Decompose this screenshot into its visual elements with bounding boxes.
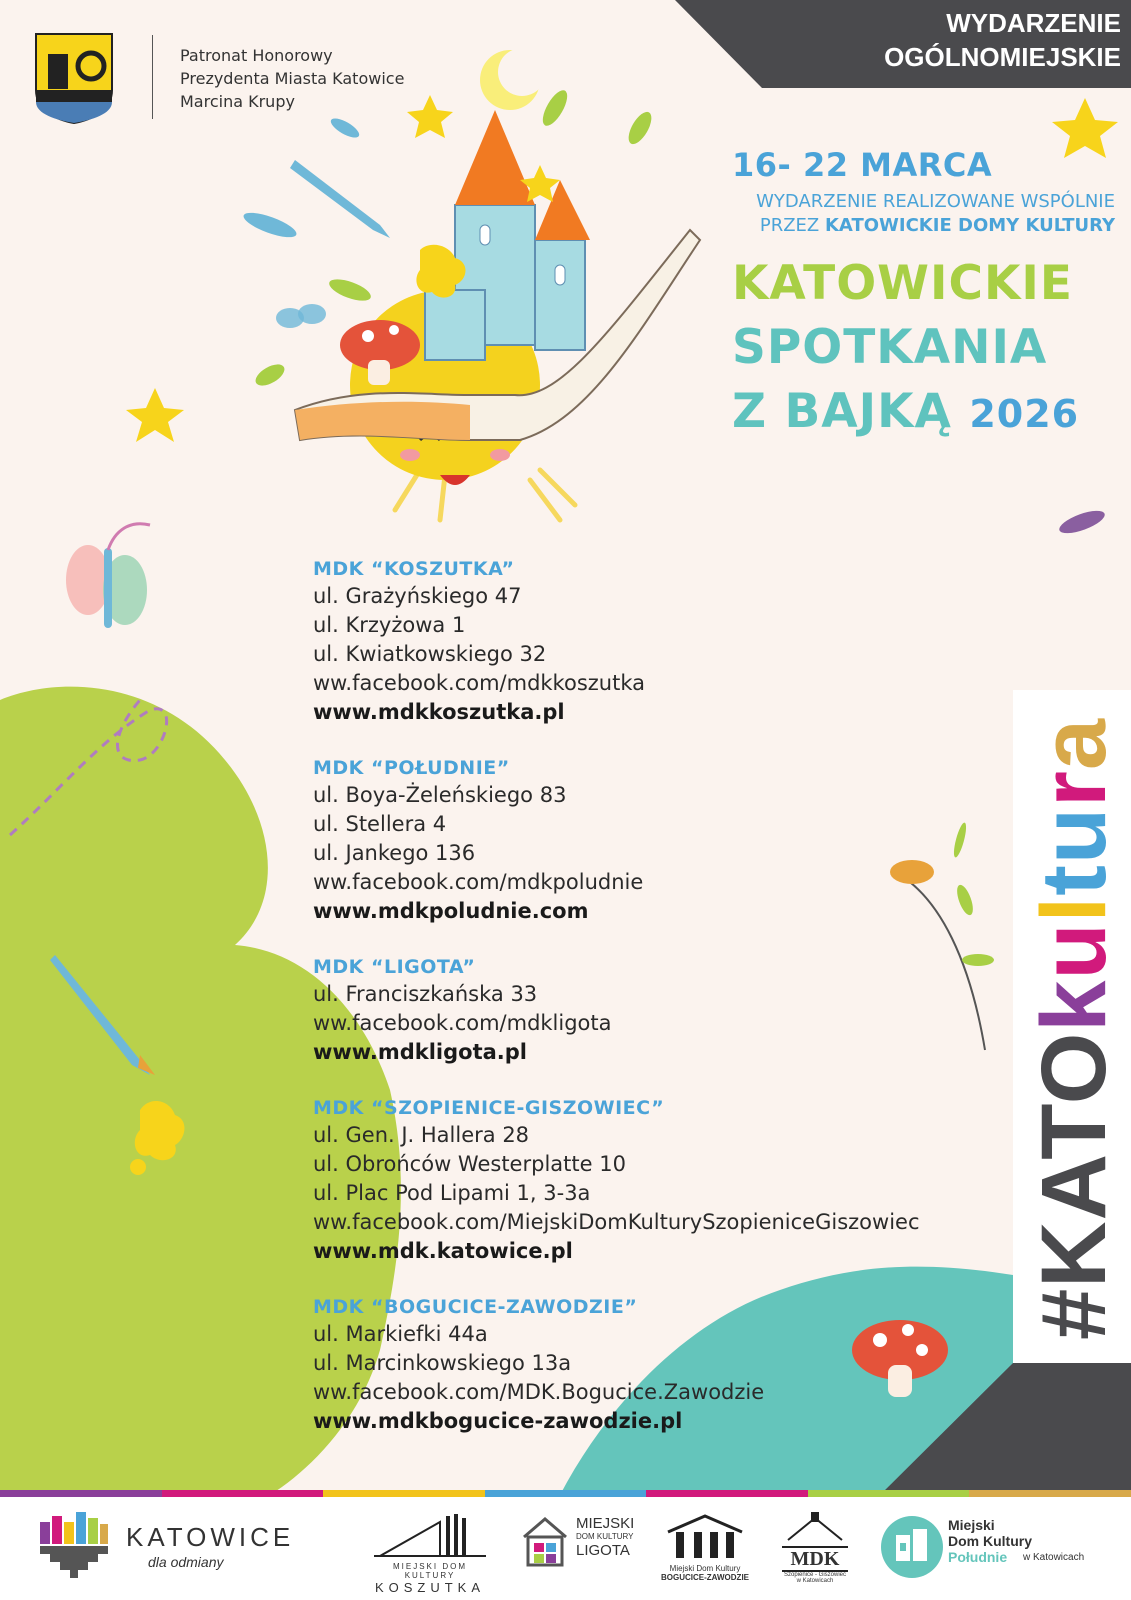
venue-website-link[interactable]: www.mdkligota.pl xyxy=(313,1040,527,1064)
hashtag-katokultura xyxy=(1013,690,1131,1363)
koszutka-logo[interactable] xyxy=(370,1512,490,1595)
bogucice-building-icon xyxy=(660,1512,750,1560)
venue-address: ul. Markiefki 44a xyxy=(313,1322,488,1346)
venue-address: ul. Grażyńskiego 47 xyxy=(313,584,522,608)
venue-address: ul. Gen. J. Hallera 28 xyxy=(313,1123,530,1147)
event-title xyxy=(732,252,1079,446)
katowice-slogan: dla odmiany xyxy=(148,1554,224,1570)
patronage-line: Marcina Krupy xyxy=(180,92,295,111)
venue-facebook-link[interactable]: ww.facebook.com/mdkkoszutka xyxy=(313,671,645,695)
ligota-text-2: DOM KULTURY xyxy=(576,1532,634,1541)
patronage-line: Patronat Honorowy xyxy=(180,46,333,65)
venue-address: ul. Franciszkańska 33 xyxy=(313,982,538,1006)
poludnie-text-1: Miejski xyxy=(948,1517,995,1533)
venue-szopienice-giszowiec xyxy=(313,1095,993,1266)
venue-bogucice-zawodzie xyxy=(313,1294,993,1436)
hashtag-letter: a xyxy=(1023,717,1125,771)
poludnie-text-2: Dom Kultury xyxy=(948,1533,1032,1549)
venue-address: ul. Obrońców Westerplatte 10 xyxy=(313,1152,626,1176)
venue-name: MDK “POŁUDNIE” xyxy=(313,757,510,779)
venue-ligota xyxy=(313,954,993,1067)
title-line-2: SPOTKANIA xyxy=(732,320,1048,375)
koszutka-bottom-text: KOSZUTKA xyxy=(374,1580,486,1595)
venue-koszutka xyxy=(313,556,993,727)
mdk-szopienice-logo[interactable] xyxy=(782,1512,848,1586)
poludnie-logo[interactable] xyxy=(880,1515,1100,1585)
venue-facebook-link[interactable]: ww.facebook.com/mdkligota xyxy=(313,1011,612,1035)
mdk-sub-1: Szopienice - Giszowiec xyxy=(783,1572,847,1578)
katowice-logo-icon[interactable] xyxy=(40,1512,110,1582)
venue-website-link[interactable]: www.mdk.katowice.pl xyxy=(313,1239,573,1263)
title-line-1: KATOWICKIE xyxy=(732,256,1073,311)
venue-website-link[interactable]: www.mdkkoszutka.pl xyxy=(313,700,565,724)
venue-website-link[interactable]: www.mdkbogucice-zawodzie.pl xyxy=(313,1409,683,1433)
venue-website-link[interactable]: www.mdkpoludnie.com xyxy=(313,899,589,923)
banner-line-1: WYDARZENIE xyxy=(946,8,1121,38)
ligota-text-1: MIEJSKI xyxy=(576,1515,635,1532)
star-icon xyxy=(1052,98,1118,158)
venue-address: ul. Boya-Żeleńskiego 83 xyxy=(313,783,567,807)
hashtag-letter: t xyxy=(1023,864,1125,896)
hashtag-letter: u xyxy=(1023,806,1125,865)
koszutka-building-icon xyxy=(370,1512,490,1558)
hashtag-letter: l xyxy=(1023,895,1125,923)
hashtag-prefix: #KATO xyxy=(1023,1031,1125,1340)
leaf-icon xyxy=(1057,506,1108,537)
venue-facebook-link[interactable]: ww.facebook.com/MiejskiDomKulturySzopieniceGiszowiec xyxy=(313,1210,920,1234)
organizers-prefix: PRZEZ xyxy=(759,215,825,236)
organizers-line-2 xyxy=(756,214,1115,238)
organizers-bold: KATOWICKIE DOMY KULTURY xyxy=(824,215,1115,236)
venue-address: ul. Plac Pod Lipami 1, 3-3a xyxy=(313,1181,591,1205)
event-year: 2026 xyxy=(969,392,1080,436)
poludnie-text-4: w Katowicach xyxy=(1023,1552,1085,1563)
poludnie-text-3: Południe xyxy=(948,1549,1008,1565)
bogucice-text-2: BOGUCICE-ZAWODZIE xyxy=(661,1573,749,1582)
svg-text:#KATOkultura xyxy=(1023,718,1125,1340)
ligota-house-icon xyxy=(520,1515,570,1570)
patronage-line: Prezydenta Miasta Katowice xyxy=(180,69,405,88)
venue-address: ul. Kwiatkowskiego 32 xyxy=(313,642,547,666)
fairytale-illustration xyxy=(241,48,700,520)
bogucice-logo[interactable] xyxy=(660,1512,750,1586)
mdk-building-icon xyxy=(782,1512,848,1542)
event-dates: 16- 22 MARCA xyxy=(732,146,993,184)
venue-name: MDK “LIGOTA” xyxy=(313,956,476,978)
venue-address: ul. Marcinkowskiego 13a xyxy=(313,1351,572,1375)
venue-list xyxy=(313,556,993,1464)
venue-address: ul. Stellera 4 xyxy=(313,812,447,836)
ligota-text-3: LIGOTA xyxy=(576,1542,630,1559)
hashtag-letter: k xyxy=(1023,979,1125,1032)
katowice-crest-icon xyxy=(34,32,114,124)
event-type-banner xyxy=(761,6,1121,74)
star-icon-left xyxy=(126,388,184,442)
venue-facebook-link[interactable]: ww.facebook.com/MDK.Bogucice.Zawodzie xyxy=(313,1380,765,1404)
venue-address: ul. Krzyżowa 1 xyxy=(313,613,466,637)
venue-facebook-link[interactable]: ww.facebook.com/mdkpoludnie xyxy=(313,870,644,894)
organizers-note xyxy=(756,190,1115,238)
venue-address: ul. Jankego 136 xyxy=(313,841,476,865)
koszutka-top-text: MIEJSKI DOM KULTURY xyxy=(392,1562,467,1580)
mdk-sub-2: w Katowicach xyxy=(796,1578,834,1584)
venue-name: MDK “SZOPIENICE-GISZOWIEC” xyxy=(313,1097,665,1119)
venue-poludnie xyxy=(313,755,993,926)
title-line-3 xyxy=(732,380,1079,446)
title-line-3-text: Z BAJKĄ xyxy=(732,384,952,439)
organizers-line-1: WYDARZENIE REALIZOWANE WSPÓLNIE xyxy=(756,191,1115,212)
crest-divider xyxy=(152,35,153,119)
ligota-logo[interactable] xyxy=(520,1515,645,1585)
poludnie-circle-icon xyxy=(880,1515,944,1579)
venue-name: MDK “KOSZUTKA” xyxy=(313,558,515,580)
mdk-title: MDK xyxy=(782,1546,848,1572)
venue-name: MDK “BOGUCICE-ZAWODZIE” xyxy=(313,1296,638,1318)
hashtag-letter: r xyxy=(1023,770,1125,807)
patronage-text xyxy=(180,44,404,113)
katowice-name: KATOWICE xyxy=(126,1522,295,1552)
banner-line-2: OGÓLNOMIEJSKIE xyxy=(884,42,1121,72)
hashtag-letter: u xyxy=(1023,922,1125,980)
bogucice-text-1: Miejski Dom Kultury xyxy=(669,1564,741,1573)
butterfly-icon xyxy=(66,524,150,628)
